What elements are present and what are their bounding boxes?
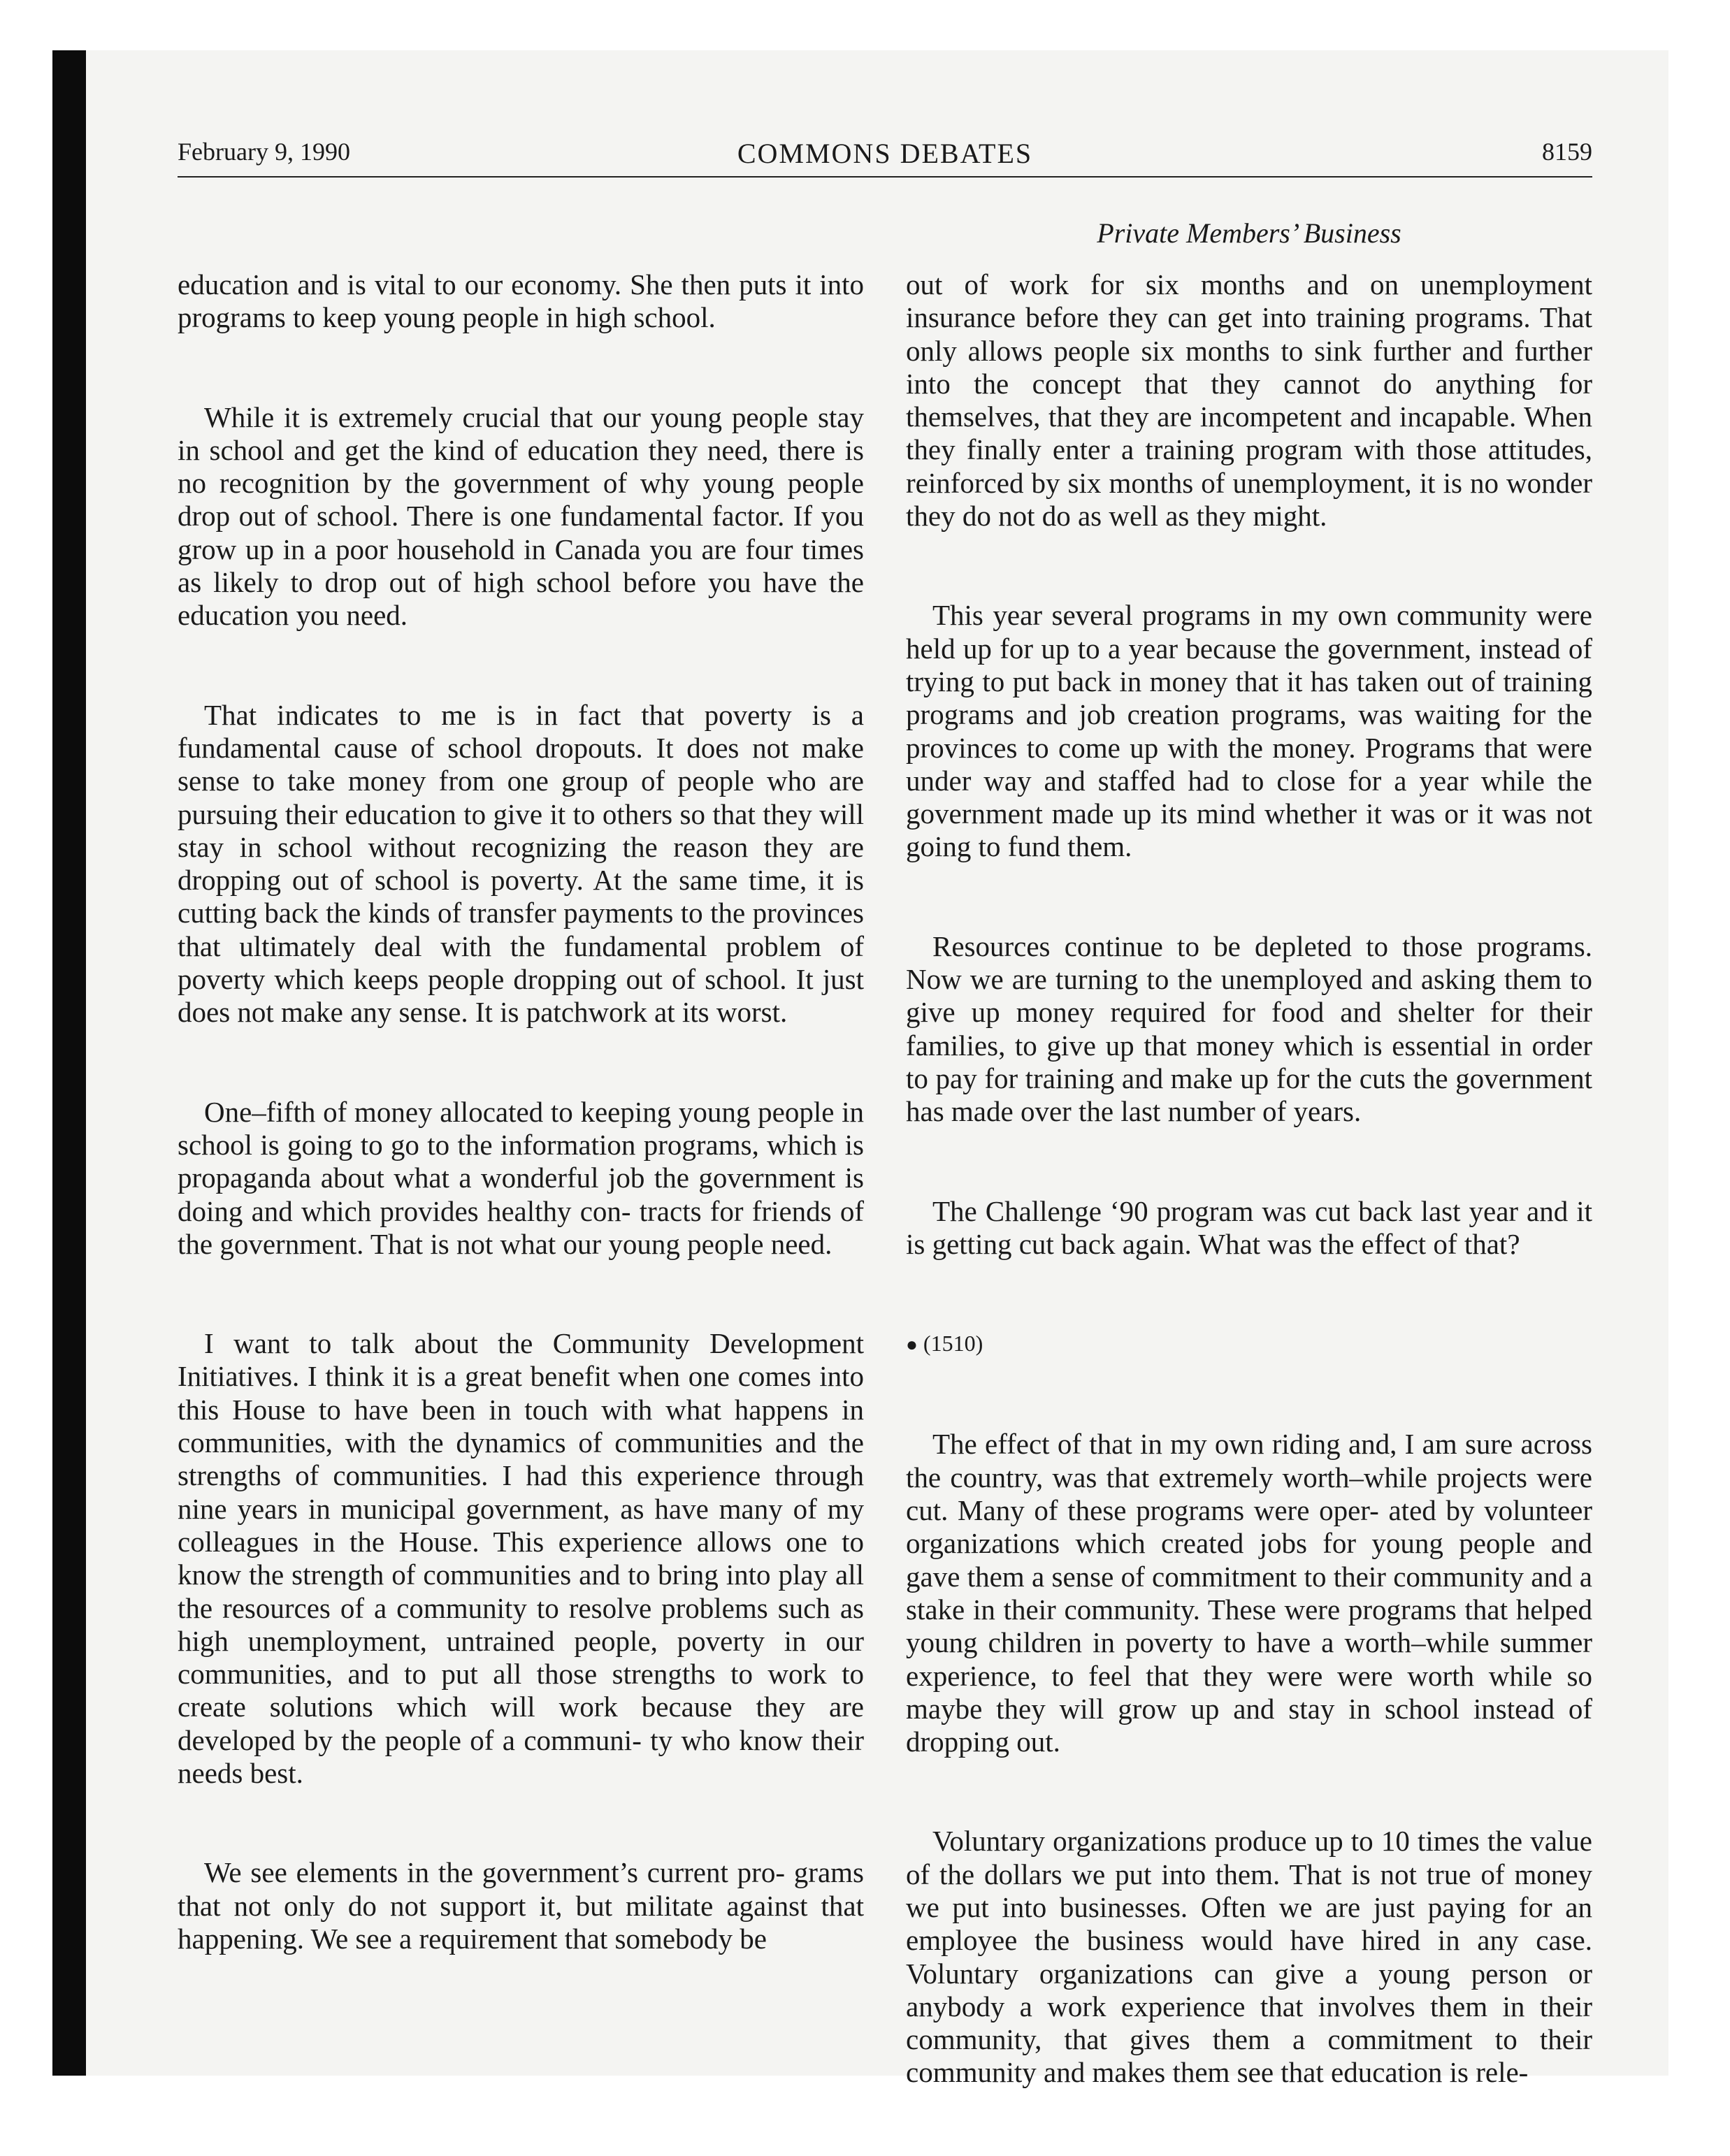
header-title: COMMONS DEBATES [737,138,1033,169]
paragraph: That indicates to me is in fact that poverty is a fundamental cause of school dropouts. It does not make sense to take money from one group of people who are pursuing their education to give it to others so that they will stay in school without recognizing the reason they are dropping out of school is poverty. At the same time, it is cutting back the kinds of transfer payments to the provinces that ultimately deal with the fundamental problem of poverty which keeps people dropping out of school. It just does not make any sense. It is patchwork at its worst. [178,698,864,1029]
header-date: February 9, 1990 [178,138,350,166]
timestamp [906,1327,1592,1361]
header-page-number: 8159 [1542,138,1592,166]
paragraph: This year several programs in my own community were held up for up to a year because the government, instead of trying to put back in money that it has taken out of training programs and job creation programs, was waiting for the provinces to come up with the money. Programs that were under way and staffed had to close for a year while the government made up its mind whether it was or it was not going to fund them. [906,599,1592,863]
paragraph: We see elements in the government’s current pro- grams that not only do not support it, but militate against that happening. We see a requirement that somebody be [178,1856,864,1955]
left-column [178,268,864,2022]
page-header [178,137,1592,178]
timestamp-text: (1510) [923,1331,983,1356]
paragraph: Resources continue to be depleted to those programs. Now we are turning to the unemployed and asking them to give up money required for food and shelter for their families, to give up that money which is essential in order to pay for training and make up for the cuts the government has made over the last number of years. [906,929,1592,1128]
paragraph: I want to talk about the Community Development Initiatives. I think it is a great benefit when one comes into this House to have been in touch with what happens in communities, with the dynamics of communities and the strengths of communities. I had this experience through nine years in municipal government, as have many of my colleagues in the House. This experience allows one to know the strength of communities and to bring into play all the resources of a community to resolve problems such as high unemployment, untrained people, poverty in our communities, and to put all those strengths to work to create solutions which will work because they are developed by the people of a communi- ty who know their needs best. [178,1327,864,1789]
paragraph: One–fifth of money allocated to keeping young people in school is going to go to the information programs, which is propaganda about what a wonderful job the government is doing and which provides healthy con- tracts for friends of the government. That is not what our young people need. [178,1095,864,1260]
paragraph: Voluntary organizations produce up to 10 times the value of the dollars we put into them. That is not true of money we put into businesses. Often we are just paying for an employee the business would have hired in any case. Voluntary organizations can give a young person or anybody a work experience that involves them in their community, that gives them a commitment to their community and makes them see that education is rele- [906,1825,1592,2089]
paragraph: The effect of that in my own riding and, I am sure across the country, was that extremely worth–while projects were cut. Many of these programs were oper- ated by volunteer organizations which created jobs for young people and gave them a sense of commitment to their community and a stake in their community. These were programs that helped young children in poverty to have a worth–while summer experience, to feel that they were were worth while so maybe they will grow up and stay in school instead of dropping out. [906,1428,1592,1758]
paragraph: out of work for six months and on unemployment insurance before they can get into training programs. That only allows people six months to sink further and further into the concept that they cannot do anything for themselves, that they are incompetent and incapable. When they finally enter a training program with those attitudes, reinforced by six months of unemployment, it is no wonder they do not do as well as they might. [906,268,1592,533]
scan-binding-edge [52,50,86,2076]
paragraph: education and is vital to our economy. She then puts it into programs to keep young people in high school. [178,268,864,334]
bullet-icon: ● [906,1334,918,1356]
right-column [906,268,1592,2156]
paragraph: The Challenge ‘90 program was cut back last year and it is getting cut back again. What was the effect of that? [906,1194,1592,1260]
paragraph: While it is extremely crucial that our young people stay in school and get the kind of education they need, there is no recognition by the government of why young people drop out of school. There is one fundamental factor. If you grow up in a poor household in Canada you are four times as likely to drop out of high school before you have the education you need. [178,400,864,632]
section-label: Private Members’ Business [1097,217,1401,249]
